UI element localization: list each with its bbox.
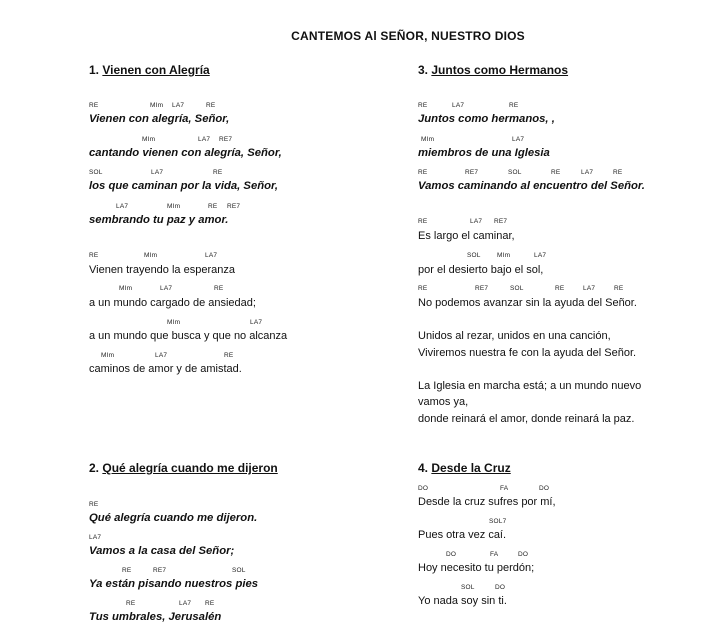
lyric-line: vamos ya, [418, 396, 469, 408]
lyric-line: Vamos a la casa del Señor; [89, 545, 235, 557]
chord: RE7 [465, 169, 479, 176]
chord: RE7 [227, 203, 241, 210]
page-title: CANTEMOS Al SEÑOR, NUESTRO DIOS [291, 29, 525, 43]
chord: MIm [150, 102, 164, 109]
chord: RE [89, 501, 99, 508]
chord: RE [509, 102, 519, 109]
chord: FA [500, 485, 509, 492]
song-title-text: Desde la Cruz [431, 461, 511, 475]
chord: RE [555, 285, 565, 292]
chord: RE7 [475, 285, 489, 292]
chord: RE [126, 600, 136, 607]
chord: LA7 [534, 252, 547, 259]
lyric-line: Vamos caminando al encuentro del Señor. [418, 180, 645, 192]
chord: LA7 [250, 319, 263, 326]
chord: LA7 [179, 600, 192, 607]
chord: MIm [119, 285, 133, 292]
chord: MIm [167, 319, 181, 326]
chord: LA7 [205, 252, 218, 259]
chord: SOL [467, 252, 481, 259]
chord: MIm [144, 252, 158, 259]
lyric-line: a un mundo que busca y que no alcanza [89, 330, 288, 342]
chord: RE [89, 102, 99, 109]
chord: RE [213, 169, 223, 176]
song-number: 2. [89, 461, 100, 475]
lyric-line: donde reinará el amor, donde reinará la paz. [418, 413, 635, 425]
chord: FA [490, 551, 499, 558]
chord: LA7 [470, 218, 483, 225]
chord: LA7 [151, 169, 164, 176]
chord: DO [518, 551, 529, 558]
chord: RE [418, 169, 428, 176]
lyric-line: sembrando tu paz y amor. [89, 214, 229, 226]
lyric-line: Vienen con alegría, Señor, [89, 113, 230, 125]
chord: RE [122, 567, 132, 574]
chord: LA7 [452, 102, 465, 109]
song-number: 3. [418, 63, 429, 77]
chord: LA7 [116, 203, 129, 210]
lyric-line: Pues otra vez caí. [418, 529, 507, 541]
song-title [89, 63, 210, 77]
chord: MIm [142, 136, 156, 143]
chord: SOL [461, 584, 475, 591]
chord: RE7 [219, 136, 233, 143]
chord: LA7 [89, 534, 102, 541]
chord: DO [539, 485, 550, 492]
chord: RE [205, 600, 215, 607]
chord: RE [551, 169, 561, 176]
chord: SOL [89, 169, 103, 176]
chord: SOL [232, 567, 246, 574]
lyric-line: Yo nada soy sin ti. [418, 595, 507, 607]
song-title-text: Vienen con Alegría [102, 63, 210, 77]
chord: RE [613, 169, 623, 176]
lyric-line: a un mundo cargado de ansiedad; [89, 297, 256, 309]
chord: LA7 [581, 169, 594, 176]
chord: RE7 [153, 567, 167, 574]
chord: MIm [497, 252, 511, 259]
chord: LA7 [512, 136, 525, 143]
lyric-line: La Iglesia en marcha está; a un mundo nuevo [418, 380, 642, 392]
lyric-line: cantando vienen con alegría, Señor, [89, 147, 282, 159]
lyric-line: Qué alegría cuando me dijeron. [89, 512, 258, 524]
song-title-text: Juntos como Hermanos [431, 63, 569, 77]
chord: RE [206, 102, 216, 109]
chord: DO [495, 584, 506, 591]
chord: RE [418, 285, 428, 292]
lyric-line: Desde la cruz sufres por mí, [418, 496, 556, 508]
chord: RE [89, 252, 99, 259]
lyric-line: No podemos avanzar sin la ayuda del Señor. [418, 297, 637, 309]
lyric-line: Tus umbrales, Jerusalén [89, 611, 222, 623]
chord: LA7 [198, 136, 211, 143]
chord: MIm [167, 203, 181, 210]
lyric-line: caminos de amor y de amistad. [89, 363, 242, 375]
song-title [89, 461, 278, 475]
chord: RE [418, 102, 428, 109]
lyric-line: Hoy necesito tu perdón; [418, 562, 535, 574]
chord: RE [214, 285, 224, 292]
lyric-line: Unidos al rezar, unidos en una canción, [418, 330, 611, 342]
chord: RE [224, 352, 234, 359]
song-number: 4. [418, 461, 429, 475]
lyric-line: Vienen trayendo la esperanza [89, 264, 235, 276]
lyric-line: Es largo el caminar, [418, 230, 515, 242]
chord: DO [446, 551, 457, 558]
chord: LA7 [583, 285, 596, 292]
song-title [418, 461, 511, 475]
lyric-line: los que caminan por la vida, Señor, [89, 180, 278, 192]
lyric-line: Ya están pisando nuestros pies [89, 578, 259, 590]
chord: RE [614, 285, 624, 292]
lyric-line: por el desierto bajo el sol, [418, 264, 544, 276]
lyric-line: Viviremos nuestra fe con la ayuda del Señor. [418, 347, 637, 359]
song-title-text: Qué alegría cuando me dijeron [102, 461, 278, 475]
chord: MIm [101, 352, 115, 359]
song-number: 1. [89, 63, 100, 77]
chord: RE [418, 218, 428, 225]
chord: RE [208, 203, 218, 210]
chord: LA7 [155, 352, 168, 359]
chord: SOL [510, 285, 524, 292]
lyric-line: Juntos como hermanos, , [418, 113, 555, 125]
chord: MIm [421, 136, 435, 143]
chord: LA7 [160, 285, 173, 292]
chord: SOL7 [489, 518, 507, 525]
lyric-line: miembros de una Iglesia [418, 147, 550, 159]
chord: SOL [508, 169, 522, 176]
chord: RE7 [494, 218, 508, 225]
song-title [418, 63, 568, 77]
chord: LA7 [172, 102, 185, 109]
chord: DO [418, 485, 429, 492]
